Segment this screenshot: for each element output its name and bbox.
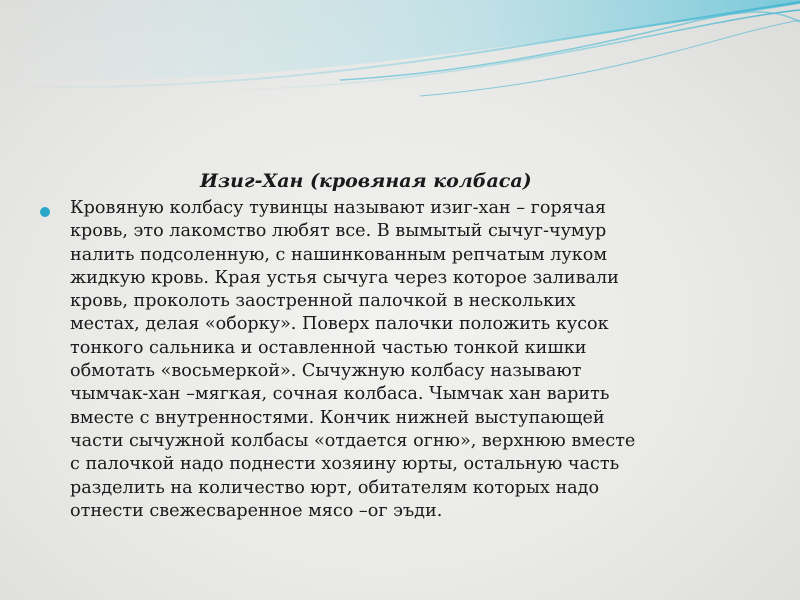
bullet-item [40,197,750,523]
wave-shape [0,0,800,80]
decorative-waves [0,0,800,100]
bullet-dot-icon [40,207,50,217]
slide-title: Изиг-Хан (кровяная колбаса) [200,170,532,192]
bullet-text: Кровяную колбасу тувинцы называют изиг-хан – горячая кровь, это лакомство любят все. В вымытый сычуг-чумур налить подсоленную, с нашинкованным репчатым луком жидкую кровь. Края устья сычуга через которое заливали кровь, проколоть заостренной палочкой в нескольких местах, делая «оборку». Поверх палочки положить кусок тонкого сальника и оставленной частью тонкой кишки обмотать «восьмеркой». Сычужную колбасу называют чымчак-хан –мягкая, сочная колбаса. Чымчак хан варить вместе с внутренностями. Кончик нижней выступающей части сычужной колбасы «отдается огню», верхнюю вместе с палочкой надо поднести хозяину юрты, остальную часть разделить на количество юрт, обитателям которых надо отнести свежесваренное мясо –ог эъди. [70,198,636,521]
